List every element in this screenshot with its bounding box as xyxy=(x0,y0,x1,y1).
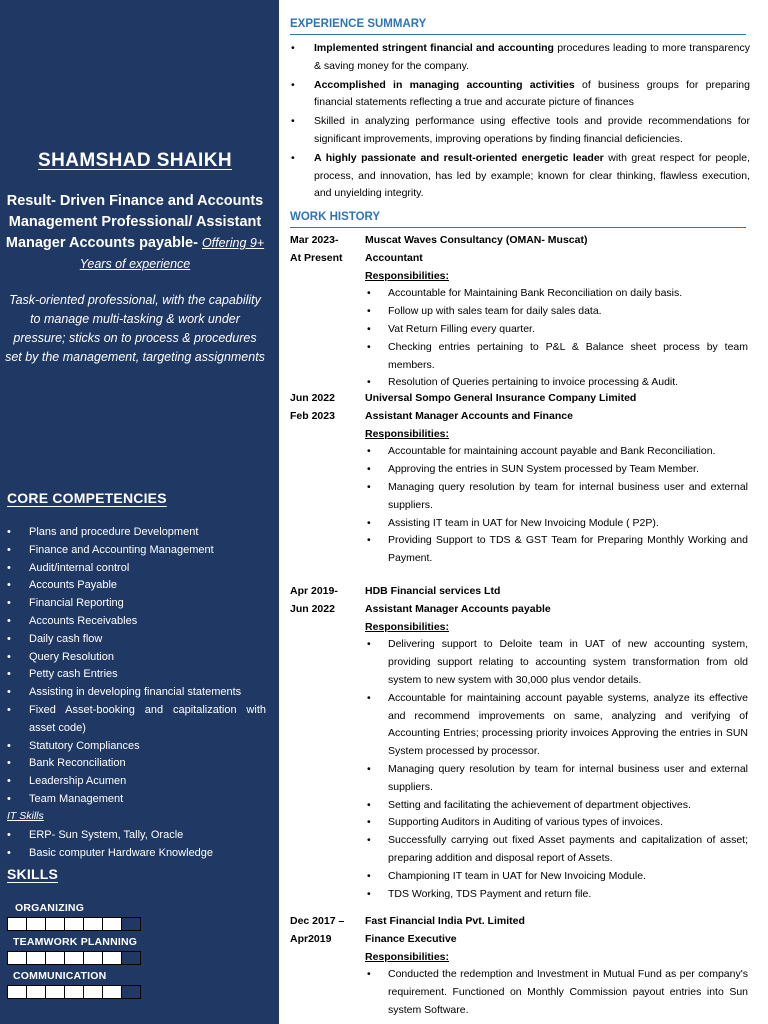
responsibility-item: • Assisting IT team in UAT for New Invoicing Module ( P2P). xyxy=(365,515,748,533)
skill-cell-filled xyxy=(64,917,84,931)
skill-cell-filled xyxy=(26,917,46,931)
competency-item: • Financial Reporting xyxy=(0,595,272,613)
tagline: Task-oriented professional, with the capability to manage multi-tasking & work under pressure; sticks on to process & procedures set by the management, targeting assignments xyxy=(5,293,265,364)
responsibility-item: • Successfully carrying out fixed Asset payments and capitalization of asset; preparing addition and disposal report of Assets. xyxy=(365,832,748,868)
skill-rating-bar xyxy=(7,917,140,931)
job-body xyxy=(365,390,748,568)
responsibility-item: • Delivering support to Deloite team in UAT of new accounting system, providing support relating to accounting system transformation from old system to new system with 30,000 plus vendor details. xyxy=(365,636,748,689)
job-date-start: Dec 2017 – xyxy=(290,915,345,927)
summary-item-text: with great respect for people, process, and innovation, has led by example; known for clear thinking, flawless execution, and unyielding integrity. xyxy=(314,151,751,200)
it-skill-item: • Basic computer Hardware Knowledge xyxy=(0,845,272,863)
job-date-end: At Present xyxy=(290,251,343,264)
job-date-start: Jun 2022 xyxy=(290,392,335,404)
skill-cell-filled xyxy=(45,917,65,931)
competency-item: • Accounts Payable xyxy=(0,577,272,595)
responsibility-item: • Supporting Auditors in Auditing of various types of invoices. xyxy=(365,814,748,832)
summary-item-text: of business groups for preparing financial statements reflecting a true and accurate picture of finances xyxy=(314,78,750,109)
skill-cell-filled xyxy=(7,917,27,931)
summary-item xyxy=(290,150,750,203)
skill-cell-filled xyxy=(7,985,27,999)
experience-summary-list xyxy=(290,40,750,204)
skill-cell-filled xyxy=(102,951,122,965)
skill-label: TEAMWORK PLANNING xyxy=(13,936,138,948)
skill-cell-empty xyxy=(121,951,141,965)
responsibility-item: • Conducted the redemption and Investment in Mutual Fund as per company's requirement. Functioned on Monthly Commission payout entries into Sun system Software. xyxy=(365,966,748,1019)
competency-item: • Statutory Compliances xyxy=(0,738,272,756)
responsibility-item: • Providing Support to TDS & GST Team for Preparing Monthly Working and Payment. xyxy=(365,532,748,568)
responsibilities-list xyxy=(365,966,748,1019)
responsibilities-list xyxy=(365,636,748,903)
responsibility-item: • Checking entries pertaining to P&L & Balance sheet process by team members. xyxy=(365,339,748,375)
skill-cell-filled xyxy=(26,951,46,965)
skill-rating-bar xyxy=(7,985,140,999)
job-body xyxy=(365,232,748,392)
skill-label: COMMUNICATION xyxy=(13,970,107,982)
candidate-name: SHAMSHAD SHAIKH xyxy=(38,150,232,171)
job-dates xyxy=(290,390,356,426)
job-company: Muscat Waves Consultancy (OMAN- Muscat) xyxy=(365,234,588,246)
work-history-heading: WORK HISTORY xyxy=(290,211,746,228)
responsibilities-label: Responsibilities: xyxy=(365,427,450,440)
it-skills-label: IT Skills xyxy=(7,810,44,822)
job-date-start: Apr 2019- xyxy=(290,585,338,597)
summary-item-bold: Accomplished in managing accounting activities xyxy=(314,78,575,91)
skill-cell-filled xyxy=(45,985,65,999)
responsibilities-list xyxy=(365,285,748,392)
skill-cell-filled xyxy=(45,951,65,965)
job-date-end: Apr2019 xyxy=(290,932,332,945)
responsibilities-label: Responsibilities: xyxy=(365,620,450,633)
job-role: Assistant Manager Accounts payable xyxy=(365,602,551,615)
skill-cell-filled xyxy=(64,985,84,999)
it-skills-list xyxy=(0,827,272,863)
summary-item-bold: Implemented stringent financial and accounting xyxy=(314,42,554,54)
responsibility-item: • Vat Return Filling every quarter. xyxy=(365,321,748,339)
competency-item: • Plans and procedure Development xyxy=(0,524,272,542)
job-date-start: Mar 2023- xyxy=(290,234,339,246)
competency-item: • Team Management xyxy=(0,791,272,809)
skill-label: ORGANIZING xyxy=(15,902,85,914)
skill-cell-filled xyxy=(26,985,46,999)
skill-cell-filled xyxy=(102,917,122,931)
job-company: Fast Financial India Pvt. Limited xyxy=(365,915,525,927)
job-company: Universal Sompo General Insurance Company Limited xyxy=(365,392,637,404)
job-dates xyxy=(290,583,356,619)
competency-item: • Finance and Accounting Management xyxy=(0,542,272,560)
skill-cell-filled xyxy=(102,985,122,999)
job-date-end: Feb 2023 xyxy=(290,409,335,422)
responsibility-item: • TDS Working, TDS Payment and return file. xyxy=(365,886,748,904)
summary-item xyxy=(290,77,750,113)
it-skill-item: • ERP- Sun System, Tally, Oracle xyxy=(0,827,272,845)
skill-cell-filled xyxy=(83,951,103,965)
skill-cell-empty xyxy=(121,917,141,931)
competency-item: • Daily cash flow xyxy=(0,631,272,649)
responsibility-item: • Accountable for maintaining account payable and Bank Reconciliation. xyxy=(365,443,748,461)
headline xyxy=(2,191,268,275)
job-dates xyxy=(290,913,356,949)
responsibility-item: • Setting and facilitating the achievement of department objectives. xyxy=(365,797,748,815)
responsibility-item: • Approving the entries in SUN System processed by Team Member. xyxy=(365,461,748,479)
responsibilities-list xyxy=(365,443,748,568)
responsibility-item: • Resolution of Queries pertaining to invoice processing & Audit. xyxy=(365,374,748,392)
responsibility-item: • Championing IT team in UAT for New Invoicing Module. xyxy=(365,868,748,886)
responsibility-item: • Follow up with sales team for daily sales data. xyxy=(365,303,748,321)
responsibility-item: • Accountable for Maintaining Bank Reconciliation on daily basis. xyxy=(365,285,748,303)
job-company: HDB Financial services Ltd xyxy=(365,585,501,597)
responsibility-item: • Managing query resolution by team for internal business user and external suppliers. xyxy=(365,761,748,797)
skill-cell-filled xyxy=(83,917,103,931)
summary-item xyxy=(290,113,750,149)
skill-cell-filled xyxy=(64,951,84,965)
competency-item: • Bank Reconciliation xyxy=(0,755,272,773)
experience-summary-heading: EXPERIENCE SUMMARY xyxy=(290,18,746,35)
job-role: Finance Executive xyxy=(365,932,457,945)
summary-item-text: procedures leading to more transparency & saving money for the company. xyxy=(314,42,751,72)
competency-item: • Assisting in developing financial statements xyxy=(0,684,272,702)
experience-offering: Offering 9+ Years of experience xyxy=(79,236,265,271)
competency-item: • Accounts Receivables xyxy=(0,613,272,631)
summary-item-bold: A highly passionate and result-oriented energetic leader xyxy=(314,151,604,164)
competency-item: • Leadership Acumen xyxy=(0,773,272,791)
responsibility-item: • Accountable for maintaining account payable systems, analyze its effective and recommend improvements on same, analyzing and verifying of Accounting Entries; processing priority invoices Approving the entries in SUN System processed by processor. xyxy=(365,690,748,761)
responsibilities-label: Responsibilities: xyxy=(365,269,450,282)
competency-item: • Petty cash Entries xyxy=(0,666,272,684)
responsibility-item: • Managing query resolution by team for internal business user and external suppliers. xyxy=(365,479,748,515)
skills-heading: SKILLS xyxy=(7,866,58,882)
summary-item-text: Skilled in analyzing performance using effective tools and provide recommendations for significant improvements, improving operations by finding financial deficiencies. xyxy=(314,115,750,145)
job-role: Accountant xyxy=(365,251,423,264)
job-dates xyxy=(290,232,356,268)
headline-text: Result- Driven Finance and Accounts Management Professional/ Assistant Manager Accounts payable- xyxy=(5,193,264,251)
competency-item: • Audit/internal control xyxy=(0,560,272,578)
responsibilities-label: Responsibilities: xyxy=(365,950,450,963)
skill-rating-bar xyxy=(7,951,140,965)
sidebar xyxy=(0,0,279,1024)
job-body xyxy=(365,913,748,1020)
job-role: Assistant Manager Accounts and Finance xyxy=(365,409,573,422)
core-competencies-heading: CORE COMPETENCIES xyxy=(7,490,167,506)
job-date-end: Jun 2022 xyxy=(290,602,335,615)
job-body xyxy=(365,583,748,903)
summary-item xyxy=(290,40,750,76)
skill-cell-empty xyxy=(121,985,141,999)
skill-cell-filled xyxy=(83,985,103,999)
competency-item: • Query Resolution xyxy=(0,649,272,667)
skill-cell-filled xyxy=(7,951,27,965)
competency-item: • Fixed Asset-booking and capitalization with asset code) xyxy=(0,702,272,738)
competencies-list xyxy=(0,524,272,809)
